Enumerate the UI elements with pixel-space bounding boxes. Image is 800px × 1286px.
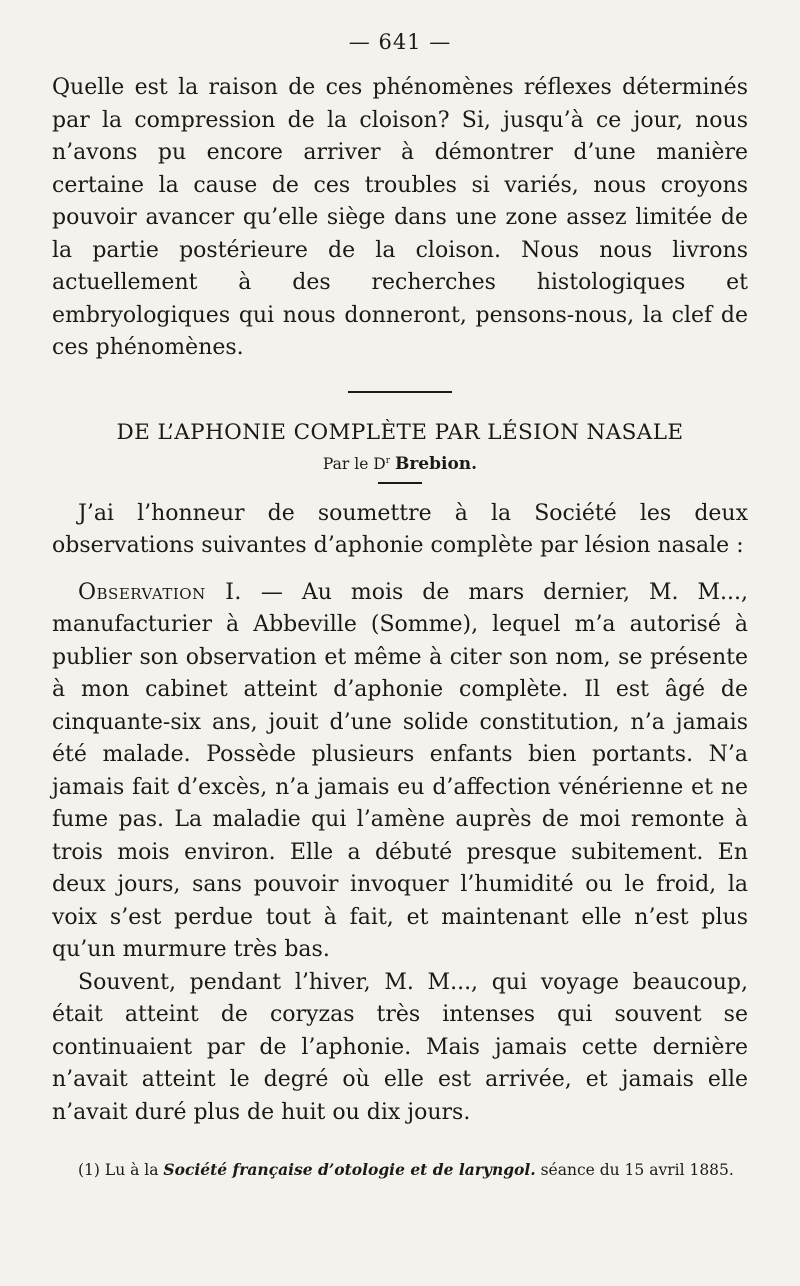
intro-paragraph: Quelle est la raison de ces phénomènes réflexes déterminés par la compression de la cloison? Si, jusqu’à ce jour, nous n’avons pu encore arriver à démontrer d’une manière certaine la cause de ces troubles si variés, nous croyons pouvoir avancer qu’elle siège dans une zone assez limitée de la partie postérieure de la cloison. Nous nous livrons actuellement à des recherches histologiques et embryologiques qui nous donneront, pensons-nous, la clef de ces phénomènes. xyxy=(52,75,748,360)
section-divider xyxy=(348,391,452,393)
footnote-lead: Lu à la xyxy=(99,1161,164,1180)
byline-prefix: Par le D xyxy=(322,454,386,473)
section-title-text: DE L’APHONIE COMPLÈTE PAR LÉSION NASALE xyxy=(116,419,684,445)
footnote-marker: (1) xyxy=(78,1161,100,1180)
observation-text: — Au mois de mars dernier, M. M..., manufacturier à Abbeville (Somme), lequel m’a autorisé à publier son observation et même à citer son nom, se présente à mon cabinet atteint d’aphonie complète. Il est âgé de cinquante-six ans, jouit d’une solide constitution, n’a jamais été malade. Possède plusieurs enfants bien portants. N’a jamais fait d’excès, n’a jamais eu d’affection vénérienne et ne fume pas. La maladie qui l’amène auprès de moi remonte à trois mois environ. Elle a débuté presque subitement. En deux jours, sans pouvoir invoquer l’humidité ou le froid, la voix s’est perdue tout à fait, et maintenant elle n’est plus qu’un murmure très bas. xyxy=(52,579,749,963)
observation-label: Observation I. xyxy=(78,579,242,605)
footnote xyxy=(52,1157,748,1183)
author-byline xyxy=(52,451,748,474)
page-number: — 641 — xyxy=(348,30,452,54)
byline-author: Brebion. xyxy=(394,453,478,474)
byline-sup: r xyxy=(385,455,391,466)
observation-paragraph xyxy=(52,577,748,967)
footnote-society: Société française d’otologie et de laryngol. xyxy=(163,1160,536,1180)
footnote-tail: séance du 15 avril 1885. xyxy=(535,1161,734,1180)
lead-paragraph: J’ai l’honneur de soumettre à la Société les deux observations suivantes d’aphonie complète par lésion nasale : xyxy=(52,500,748,559)
byline-divider xyxy=(378,482,422,484)
second-paragraph: Souvent, pendant l’hiver, M. M..., qui voyage beaucoup, était atteint de coryzas très intenses qui souvent se continuaient par de l’aphonie. Mais jamais cette dernière n’avait atteint le degré où elle est arrivée, et jamais elle n’avait duré plus de huit ou dix jours. xyxy=(52,969,748,1125)
section-title xyxy=(52,419,748,447)
